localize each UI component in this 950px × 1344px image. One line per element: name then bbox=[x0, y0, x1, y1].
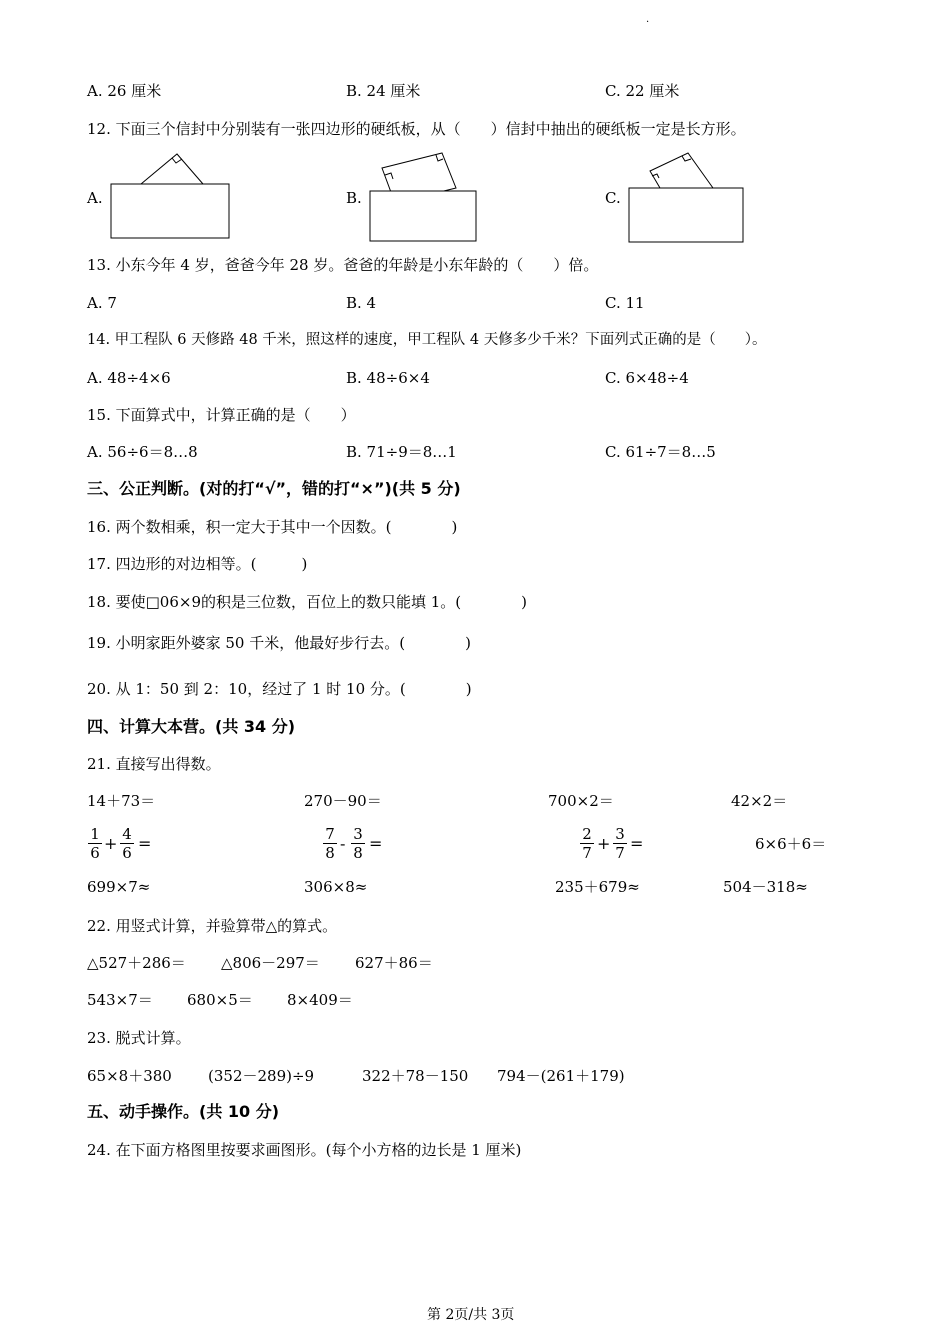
denominator: 8 bbox=[325, 844, 335, 862]
fraction bbox=[88, 825, 102, 862]
q12-option-b: B. bbox=[346, 189, 362, 207]
q12-stem: 12. 下面三个信封中分别装有一张四边形的硬纸板，从（ ）信封中抽出的硬纸板一定是长方形。 bbox=[87, 120, 746, 138]
section4-title: 四、计算大本营。(共 34 分) bbox=[87, 717, 296, 736]
numerator: 2 bbox=[580, 825, 594, 844]
header-mark: . bbox=[646, 14, 650, 25]
operator: - bbox=[340, 834, 346, 853]
numerator: 3 bbox=[351, 825, 365, 844]
operator: + bbox=[597, 834, 611, 853]
q23-item: 794－(261＋179) bbox=[497, 1067, 625, 1085]
q23-item: 65×8＋380 bbox=[87, 1067, 172, 1085]
q13-option-c: C. 11 bbox=[605, 294, 645, 312]
q21-stem: 21. 直接写出得数。 bbox=[87, 755, 221, 773]
q22-stem: 22. 用竖式计算，并验算带△的算式。 bbox=[87, 917, 338, 935]
q11-option-c: C. 22 厘米 bbox=[605, 82, 680, 100]
q22-item: △806－297＝ bbox=[221, 954, 320, 972]
q15-option-b: B. 71÷9＝8…1 bbox=[346, 443, 457, 461]
q21-row1-item: 14＋73＝ bbox=[87, 792, 156, 810]
section3-title: 三、公正判断。(对的打“√”，错的打“×”)(共 5 分) bbox=[87, 479, 461, 498]
q21-row3-item: 699×7≈ bbox=[87, 878, 151, 896]
q22-item: 627＋86＝ bbox=[355, 954, 433, 972]
q14-option-c: C. 6×48÷4 bbox=[605, 369, 689, 387]
q21-row1-item: 270－90＝ bbox=[304, 792, 382, 810]
fraction bbox=[580, 825, 594, 862]
fraction bbox=[351, 825, 365, 862]
fraction bbox=[120, 825, 134, 862]
denominator: 8 bbox=[353, 844, 363, 862]
q13-stem: 13. 小东今年 4 岁，爸爸今年 28 岁。爸爸的年龄是小东年龄的（ ）倍。 bbox=[87, 256, 599, 274]
q23-item: (352－289)÷9 bbox=[208, 1067, 315, 1085]
denominator: 7 bbox=[582, 844, 592, 862]
q17: 17. 四边形的对边相等。( ) bbox=[87, 555, 308, 573]
q12-option-a: A. bbox=[87, 189, 103, 207]
numerator: 1 bbox=[88, 825, 102, 844]
q11-option-b: B. 24 厘米 bbox=[346, 82, 421, 100]
q23-item: 322＋78－150 bbox=[362, 1067, 469, 1085]
q13-option-a: A. 7 bbox=[87, 294, 117, 312]
q21-row3-item: 306×8≈ bbox=[304, 878, 368, 896]
q21-row3-item: 504－318≈ bbox=[723, 878, 808, 896]
equals-sign: = bbox=[369, 834, 383, 853]
q14-option-b: B. 48÷6×4 bbox=[346, 369, 430, 387]
q21-row3-item: 235＋679≈ bbox=[555, 878, 640, 896]
numerator: 7 bbox=[323, 825, 337, 844]
q12-option-c: C. bbox=[605, 189, 621, 207]
q15-option-c: C. 61÷7＝8…5 bbox=[605, 443, 716, 461]
section5-title: 五、动手操作。(共 10 分) bbox=[87, 1102, 280, 1121]
q24-stem: 24. 在下面方格图里按要求画图形。(每个小方格的边长是 1 厘米) bbox=[87, 1141, 522, 1159]
denominator: 6 bbox=[90, 844, 100, 862]
q22-item: 543×7＝ bbox=[87, 991, 153, 1009]
envelope-b-figure bbox=[362, 145, 482, 245]
q15-stem: 15. 下面算式中，计算正确的是（ ） bbox=[87, 406, 356, 424]
operator: + bbox=[104, 834, 118, 853]
envelope-c-figure bbox=[620, 147, 750, 247]
q21-row1-item: 42×2＝ bbox=[731, 792, 788, 810]
q14-option-a: A. 48÷4×6 bbox=[87, 369, 171, 387]
equals-sign: = bbox=[630, 834, 644, 853]
q22-item: 680×5＝ bbox=[187, 991, 253, 1009]
fraction bbox=[323, 825, 337, 862]
q11-option-a: A. 26 厘米 bbox=[87, 82, 162, 100]
q22-item: △527＋286＝ bbox=[87, 954, 186, 972]
q18: 18. 要使□06×9的积是三位数，百位上的数只能填 1。( ) bbox=[87, 593, 528, 611]
q21-row2-plain: 6×6＋6＝ bbox=[755, 835, 827, 853]
equals-sign: = bbox=[138, 834, 152, 853]
q15-option-a: A. 56÷6＝8…8 bbox=[87, 443, 198, 461]
fraction bbox=[613, 825, 627, 862]
numerator: 3 bbox=[613, 825, 627, 844]
q16: 16. 两个数相乘，积一定大于其中一个因数。( ) bbox=[87, 518, 458, 536]
q19: 19. 小明家距外婆家 50 千米，他最好步行去。( ) bbox=[87, 634, 471, 652]
numerator: 4 bbox=[120, 825, 134, 844]
denominator: 7 bbox=[615, 844, 625, 862]
q21-row1-item: 700×2＝ bbox=[548, 792, 614, 810]
page-footer: 第 2页/共 3页 bbox=[427, 1307, 515, 1323]
q20: 20. 从 1：50 到 2：10，经过了 1 时 10 分。( ) bbox=[87, 680, 472, 698]
denominator: 6 bbox=[122, 844, 132, 862]
q13-option-b: B. 4 bbox=[346, 294, 377, 312]
envelope-a-figure bbox=[105, 148, 240, 244]
q14-stem: 14. 甲工程队 6 天修路 48 千米，照这样的速度，甲工程队 4 天修多少千米？下面列式正确的是（ ）。 bbox=[87, 332, 767, 348]
q22-item: 8×409＝ bbox=[287, 991, 353, 1009]
q23-stem: 23. 脱式计算。 bbox=[87, 1029, 191, 1047]
